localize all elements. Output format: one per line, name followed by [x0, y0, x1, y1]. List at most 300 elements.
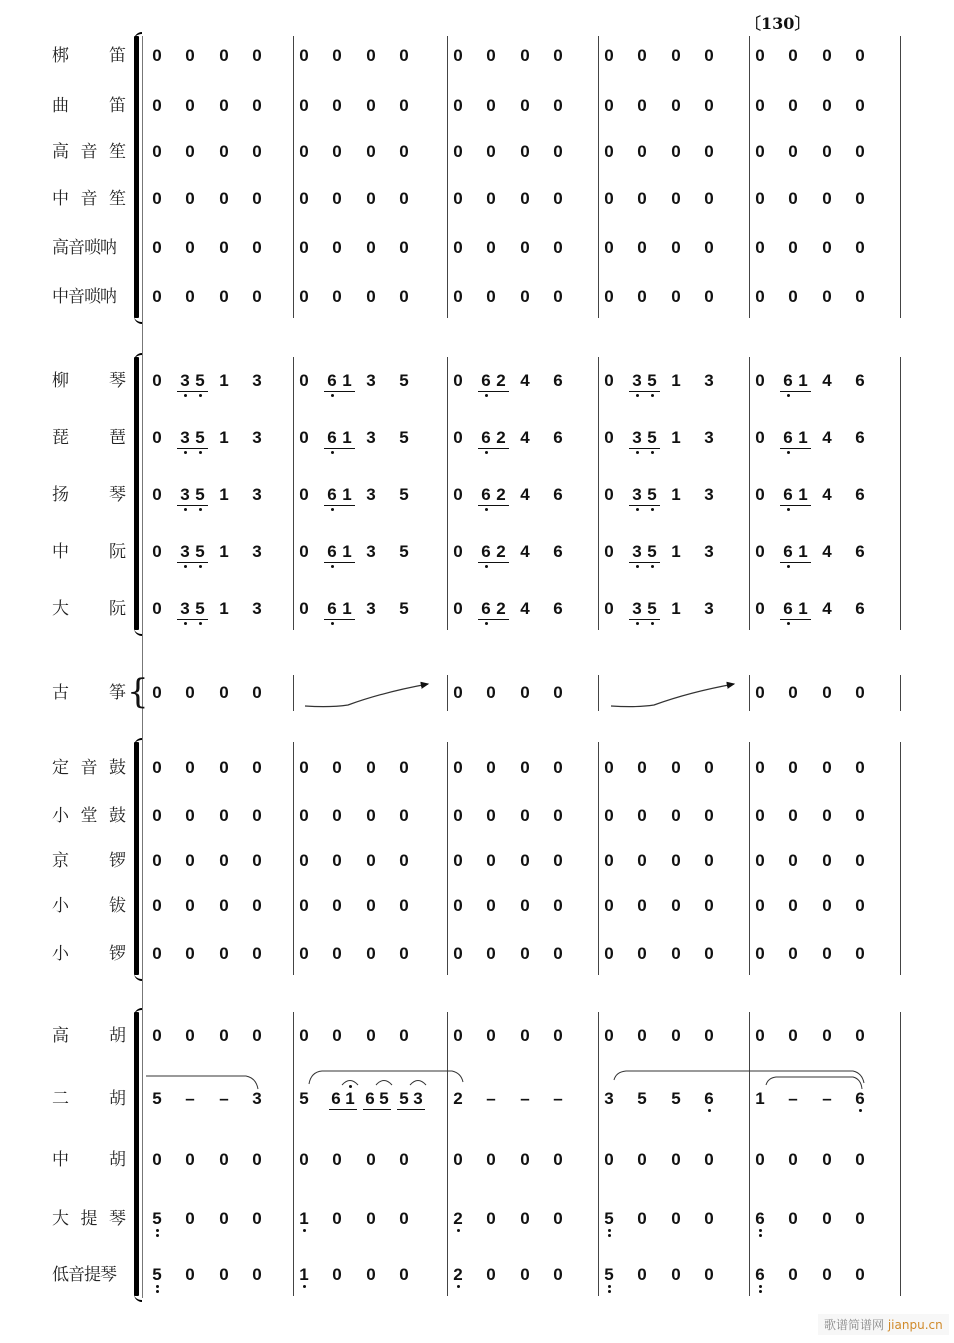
note: 0: [152, 428, 162, 447]
note: 0: [788, 758, 798, 777]
note: 0: [855, 683, 865, 702]
note: 0: [637, 1209, 647, 1228]
note: 5: [604, 1265, 614, 1284]
note: 0: [453, 46, 463, 65]
note: 0: [520, 851, 530, 870]
note: 0: [185, 896, 195, 915]
note: 0: [637, 142, 647, 161]
note: 0: [553, 758, 563, 777]
note: 0: [219, 806, 229, 825]
note: 0: [604, 944, 614, 963]
note: 0: [822, 96, 832, 115]
note: 0: [553, 851, 563, 870]
note: 6: [553, 371, 563, 390]
note: 6: [704, 1089, 714, 1108]
note: 3: [704, 428, 714, 447]
note: 6: [481, 599, 491, 618]
note: 1: [671, 599, 681, 618]
note: 0: [704, 96, 714, 115]
note: 0: [219, 1026, 229, 1045]
note: 6: [783, 485, 793, 504]
note: 0: [855, 1026, 865, 1045]
note: 0: [332, 1209, 342, 1228]
note: 0: [553, 1150, 563, 1169]
note: 0: [152, 683, 162, 702]
note: 0: [637, 896, 647, 915]
note: 0: [637, 806, 647, 825]
note: 0: [855, 46, 865, 65]
note: 0: [788, 851, 798, 870]
note: 0: [399, 851, 409, 870]
note: 0: [185, 46, 195, 65]
label-char: 音: [80, 142, 98, 162]
note: 0: [366, 238, 376, 257]
note: 6: [327, 485, 337, 504]
note: –: [822, 1089, 832, 1108]
note: 0: [704, 189, 714, 208]
label-char: 京: [52, 851, 69, 871]
note: 0: [453, 944, 463, 963]
note: 0: [855, 1150, 865, 1169]
note: 0: [299, 46, 309, 65]
note: –: [788, 1089, 798, 1108]
note: 2: [453, 1265, 463, 1284]
note: 2: [496, 599, 506, 618]
note: 0: [520, 96, 530, 115]
note: 0: [252, 1150, 262, 1169]
note: 0: [252, 1209, 262, 1228]
note: 3: [366, 485, 376, 504]
note: 0: [152, 485, 162, 504]
note: 0: [486, 1150, 496, 1169]
note: 0: [399, 896, 409, 915]
note: 0: [219, 758, 229, 777]
note: 0: [299, 758, 309, 777]
note: 6: [553, 428, 563, 447]
note: 0: [399, 1150, 409, 1169]
note: 0: [185, 806, 195, 825]
note: 0: [152, 371, 162, 390]
note: 0: [788, 287, 798, 306]
note: 0: [299, 287, 309, 306]
note: 4: [822, 542, 832, 561]
note: 0: [152, 542, 162, 561]
note: –: [219, 1089, 229, 1108]
note: 0: [671, 96, 681, 115]
note: 5: [637, 1089, 647, 1108]
note: 6: [783, 428, 793, 447]
note: 0: [553, 142, 563, 161]
label-char: 高: [52, 142, 69, 162]
note: 0: [520, 1265, 530, 1284]
note: 0: [486, 944, 496, 963]
note: 0: [299, 189, 309, 208]
note: 0: [399, 944, 409, 963]
note: 0: [788, 1209, 798, 1228]
note: 0: [704, 46, 714, 65]
note: 0: [637, 1026, 647, 1045]
note: 0: [486, 851, 496, 870]
note: 0: [822, 758, 832, 777]
note: 0: [822, 1265, 832, 1284]
note: 3: [252, 428, 262, 447]
note: 0: [366, 189, 376, 208]
note: 0: [604, 599, 614, 618]
note: 0: [152, 238, 162, 257]
note: 0: [755, 1026, 765, 1045]
note: 6: [855, 428, 865, 447]
note: 0: [453, 371, 463, 390]
note: 0: [453, 683, 463, 702]
note: 0: [185, 851, 195, 870]
note: 3: [366, 371, 376, 390]
note: 0: [671, 896, 681, 915]
note: 3: [180, 542, 190, 561]
note: 6: [855, 485, 865, 504]
note: 0: [453, 287, 463, 306]
rehearsal-mark: 〔130〕: [745, 14, 811, 33]
note: 3: [180, 599, 190, 618]
note: 6: [481, 428, 491, 447]
label-char: 琴: [109, 1209, 126, 1229]
note: 0: [366, 851, 376, 870]
note: 0: [520, 1026, 530, 1045]
label-char: 高: [52, 1026, 69, 1046]
note: 0: [520, 142, 530, 161]
note: 0: [185, 758, 195, 777]
note: 0: [219, 238, 229, 257]
note: 0: [332, 96, 342, 115]
note: 0: [637, 851, 647, 870]
note: 6: [755, 1265, 765, 1284]
note: 0: [152, 46, 162, 65]
note: 5: [195, 371, 205, 390]
watermark-site[interactable]: jianpu.cn: [887, 1318, 943, 1332]
note: 0: [152, 896, 162, 915]
note: 0: [252, 1265, 262, 1284]
note: 0: [704, 1209, 714, 1228]
note: 5: [671, 1089, 681, 1108]
note: 0: [822, 944, 832, 963]
brace-icon: {: [127, 672, 149, 712]
note: 0: [520, 944, 530, 963]
note: 0: [332, 896, 342, 915]
note: 6: [855, 599, 865, 618]
note: 0: [399, 1209, 409, 1228]
note: 3: [252, 542, 262, 561]
note: 0: [366, 96, 376, 115]
note: 0: [185, 944, 195, 963]
note: 0: [604, 896, 614, 915]
note: 0: [299, 896, 309, 915]
note: 4: [520, 542, 530, 561]
note: 5: [152, 1089, 162, 1108]
note: 0: [486, 896, 496, 915]
note: 3: [366, 599, 376, 618]
label-char: 琶: [109, 428, 126, 448]
note: 0: [453, 1026, 463, 1045]
label-char: 琵: [52, 428, 69, 448]
note: 5: [299, 1089, 309, 1108]
note: 1: [798, 485, 808, 504]
note: 1: [671, 485, 681, 504]
note: 0: [486, 46, 496, 65]
note: 0: [553, 1265, 563, 1284]
note: 3: [632, 428, 642, 447]
note: 0: [520, 758, 530, 777]
label-char: 鼓: [109, 806, 126, 826]
note: 0: [299, 1150, 309, 1169]
note: 0: [252, 896, 262, 915]
note: 0: [299, 371, 309, 390]
note: 5: [647, 485, 657, 504]
slur-icon: [766, 1077, 862, 1089]
note: 0: [520, 683, 530, 702]
note: 0: [755, 542, 765, 561]
note: 0: [755, 96, 765, 115]
note: 0: [855, 96, 865, 115]
note: 0: [219, 1209, 229, 1228]
note: 0: [152, 758, 162, 777]
note: 0: [252, 238, 262, 257]
note: 0: [520, 896, 530, 915]
note: 0: [486, 1209, 496, 1228]
label-char: 音: [80, 758, 98, 778]
note: 0: [755, 371, 765, 390]
note: 0: [185, 142, 195, 161]
note: 0: [486, 238, 496, 257]
note: 0: [486, 142, 496, 161]
note: 5: [399, 1089, 409, 1108]
note: 3: [704, 599, 714, 618]
note: 0: [185, 96, 195, 115]
note: 0: [604, 238, 614, 257]
note: 0: [604, 96, 614, 115]
label-char: 中: [52, 1150, 69, 1170]
note: 0: [332, 46, 342, 65]
note: 1: [345, 1089, 355, 1108]
note: 0: [671, 851, 681, 870]
label-char: 琴: [109, 371, 126, 391]
note: 0: [755, 485, 765, 504]
note: 0: [252, 758, 262, 777]
note: 0: [855, 896, 865, 915]
label-char: 堂: [80, 806, 98, 826]
note: –: [520, 1089, 530, 1108]
note: 0: [755, 1150, 765, 1169]
note: 5: [647, 599, 657, 618]
note: 0: [453, 599, 463, 618]
note: 6: [855, 542, 865, 561]
note: 4: [520, 485, 530, 504]
note: 5: [399, 542, 409, 561]
note: 0: [366, 142, 376, 161]
note: 5: [399, 371, 409, 390]
label-char: 钹: [109, 896, 126, 916]
note: 0: [299, 1026, 309, 1045]
note: 0: [332, 1265, 342, 1284]
note: 0: [788, 46, 798, 65]
note: 0: [553, 806, 563, 825]
note: 3: [180, 428, 190, 447]
note: 0: [755, 142, 765, 161]
note: 0: [332, 758, 342, 777]
label-char: 二: [52, 1089, 69, 1109]
slur-icon: [376, 1081, 392, 1086]
note: 0: [219, 96, 229, 115]
note: 0: [453, 542, 463, 561]
instrument-label: 中音唢呐: [52, 287, 116, 307]
note: 0: [399, 1026, 409, 1045]
note: 3: [252, 371, 262, 390]
note: 0: [671, 758, 681, 777]
note: 0: [219, 287, 229, 306]
note: 1: [219, 428, 229, 447]
label-char: 小: [52, 896, 69, 916]
note: 0: [755, 683, 765, 702]
note: 6: [327, 371, 337, 390]
note: 1: [219, 542, 229, 561]
note: 0: [185, 189, 195, 208]
note: 0: [152, 944, 162, 963]
note: 0: [855, 189, 865, 208]
note: 0: [366, 758, 376, 777]
note: 0: [604, 806, 614, 825]
label-char: 大: [52, 1209, 69, 1229]
note: 0: [822, 683, 832, 702]
watermark: [818, 1314, 949, 1335]
note: 0: [399, 142, 409, 161]
note: 0: [219, 1265, 229, 1284]
note: 0: [604, 542, 614, 561]
note: 0: [453, 1150, 463, 1169]
note: 0: [671, 1150, 681, 1169]
note: 0: [604, 142, 614, 161]
label-char: 梆: [52, 46, 69, 66]
note: 0: [299, 542, 309, 561]
note: 0: [299, 428, 309, 447]
note: 0: [399, 189, 409, 208]
note: –: [486, 1089, 496, 1108]
label-char: 锣: [109, 851, 126, 871]
note: 0: [755, 428, 765, 447]
note: 0: [185, 1150, 195, 1169]
note: 4: [520, 371, 530, 390]
note: 0: [332, 238, 342, 257]
note: 5: [195, 599, 205, 618]
note: 0: [332, 944, 342, 963]
label-char: 筝: [109, 683, 126, 703]
note: 0: [755, 758, 765, 777]
note: 0: [822, 189, 832, 208]
label-char: 胡: [109, 1089, 126, 1109]
note: 0: [299, 806, 309, 825]
note: 5: [399, 428, 409, 447]
note: 0: [855, 1209, 865, 1228]
note: 0: [252, 683, 262, 702]
note: 0: [788, 1265, 798, 1284]
glissando-icon: [611, 684, 734, 707]
note: 0: [219, 189, 229, 208]
note: 0: [152, 1150, 162, 1169]
note: 0: [453, 238, 463, 257]
note: 6: [783, 542, 793, 561]
note: 0: [755, 896, 765, 915]
label-char: 小: [52, 806, 69, 826]
note: 0: [553, 287, 563, 306]
note: 4: [520, 428, 530, 447]
label-char: 柳: [52, 371, 69, 391]
note: 0: [855, 758, 865, 777]
note: 0: [486, 96, 496, 115]
note: 0: [299, 944, 309, 963]
note: 2: [496, 371, 506, 390]
note: 1: [219, 485, 229, 504]
note: 0: [399, 806, 409, 825]
note: 0: [604, 189, 614, 208]
note: 0: [152, 189, 162, 208]
note: 0: [855, 238, 865, 257]
note: 0: [219, 944, 229, 963]
note: 0: [152, 806, 162, 825]
note: 2: [496, 485, 506, 504]
label-char: 琴: [109, 485, 126, 505]
note: 4: [520, 599, 530, 618]
note: 0: [671, 1265, 681, 1284]
note: 0: [671, 944, 681, 963]
note: 0: [637, 287, 647, 306]
note: 5: [647, 428, 657, 447]
note: 3: [252, 485, 262, 504]
note: 0: [299, 142, 309, 161]
label-char: 曲: [52, 96, 69, 116]
note: 3: [704, 485, 714, 504]
note: 0: [299, 238, 309, 257]
note: 0: [604, 485, 614, 504]
note: 5: [379, 1089, 389, 1108]
note: 0: [486, 758, 496, 777]
note: 5: [152, 1265, 162, 1284]
note: 3: [366, 542, 376, 561]
note: 0: [822, 142, 832, 161]
note: 2: [453, 1089, 463, 1108]
note: 0: [453, 428, 463, 447]
note: 0: [366, 1026, 376, 1045]
note: 0: [822, 238, 832, 257]
note: 0: [671, 806, 681, 825]
note: 0: [399, 96, 409, 115]
note: 0: [152, 142, 162, 161]
note: 0: [520, 1150, 530, 1169]
note: 0: [252, 1026, 262, 1045]
note: 0: [755, 287, 765, 306]
note: 0: [755, 806, 765, 825]
note: 0: [788, 896, 798, 915]
note: 0: [671, 142, 681, 161]
note: 1: [671, 542, 681, 561]
note: 0: [604, 287, 614, 306]
note: 0: [553, 238, 563, 257]
note: 0: [822, 851, 832, 870]
note: 0: [453, 142, 463, 161]
note: 5: [195, 485, 205, 504]
note: 0: [704, 944, 714, 963]
note: 0: [604, 1026, 614, 1045]
note: 0: [299, 599, 309, 618]
note: 0: [252, 806, 262, 825]
note: 1: [798, 542, 808, 561]
note: 0: [185, 287, 195, 306]
